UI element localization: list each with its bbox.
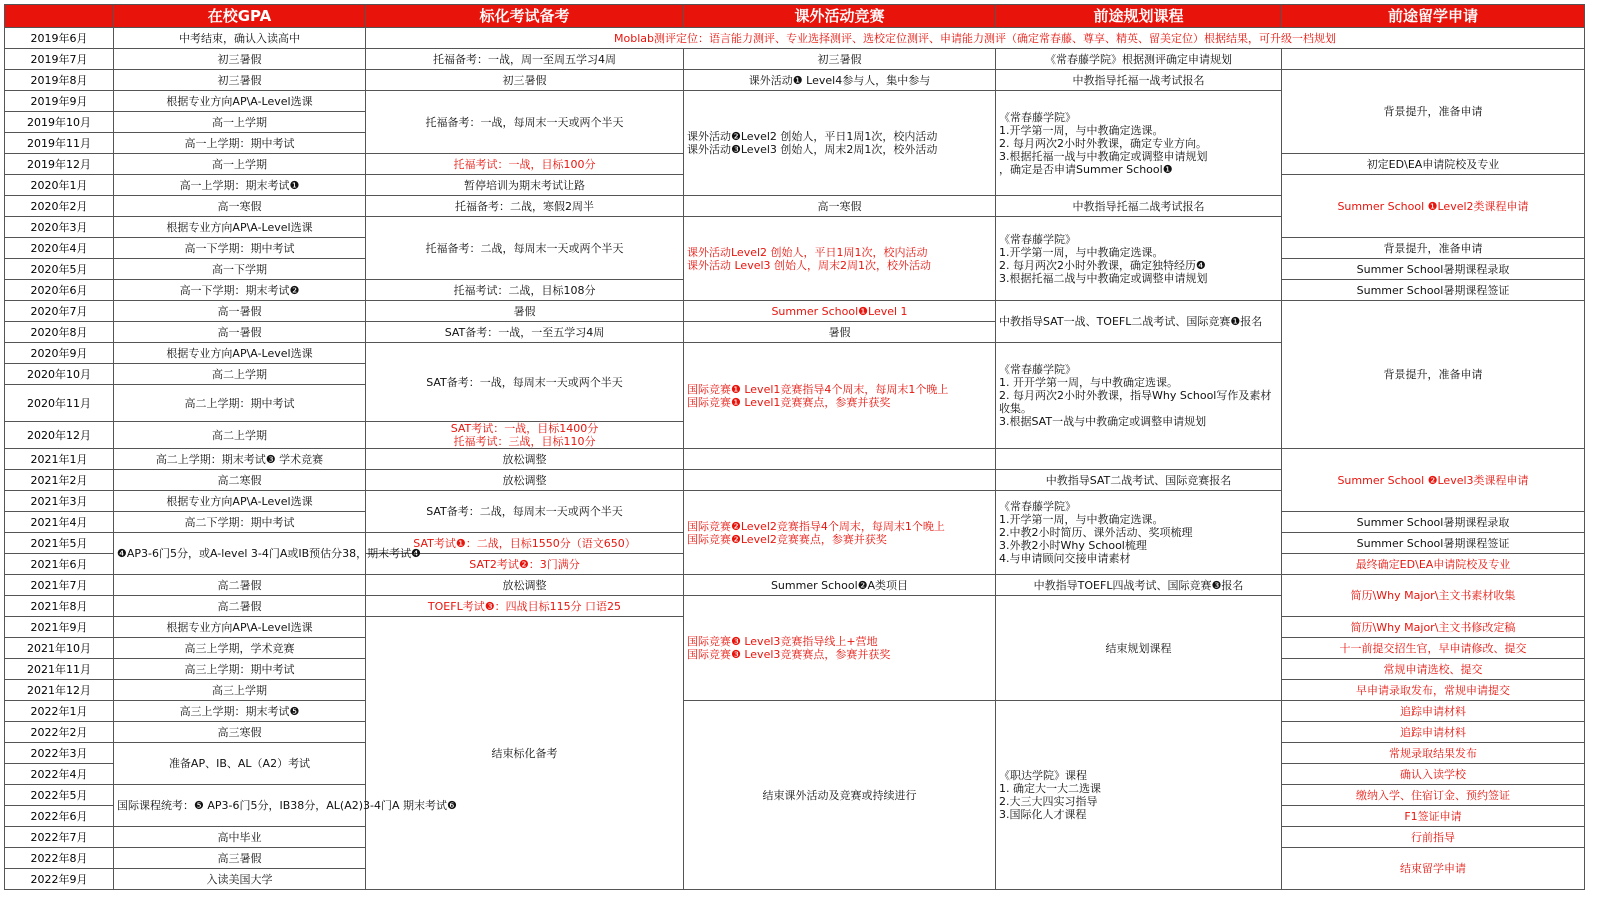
cell-text: 缴纳入学、住宿订金、预约签证 [1356, 788, 1510, 802]
timeline-cell [366, 596, 684, 617]
timeline-cell [366, 280, 684, 301]
cell-text: 高二寒假 [217, 473, 262, 487]
month-cell: 2022年8月 [5, 848, 114, 869]
timeline-cell [366, 154, 684, 175]
timeline-cell [366, 575, 684, 596]
timeline-cell [996, 575, 1282, 596]
timeline-cell [114, 743, 366, 785]
timeline-cell [114, 848, 366, 869]
timeline-cell [684, 470, 996, 491]
table-row [5, 301, 1585, 322]
timeline-cell [114, 364, 366, 385]
cell-text: 高二上学期：期末考试❸ 学术竞赛 [155, 452, 324, 466]
cell-text: 结束留学申请 [1400, 862, 1466, 875]
timeline-cell [114, 869, 366, 890]
month-cell: 2021年11月 [5, 659, 114, 680]
timeline-cell [1282, 175, 1585, 238]
timeline-table-wrapper [4, 4, 1585, 890]
timeline-cell [996, 301, 1282, 343]
cell-text: 《常春藤学院》 [999, 110, 1076, 124]
cell-text: 1. 开开学第一周，与中教确定选课。 [999, 376, 1178, 389]
cell-text: 高中毕业 [217, 830, 262, 844]
header-application: 前途留学申请 [1282, 5, 1585, 28]
cell-text: Moblab测评定位：语言能力测评、专业选择测评、选校定位测评、申请能力测评（确定常春藤、尊享、精英、留美定位）根据结果，可升级一档规划 [614, 31, 1336, 45]
timeline-cell [114, 422, 366, 449]
timeline-cell [114, 280, 366, 301]
month-cell: 2019年10月 [5, 112, 114, 133]
cell-text: 课外活动 Level3 创始人，周末2周1次，校外活动 [687, 258, 932, 272]
cell-text: 课外活动❶ Level4参与人，集中参与 [748, 73, 931, 87]
month-cell: 2021年6月 [5, 554, 114, 575]
timeline-cell [114, 196, 366, 217]
timeline-cell [1282, 848, 1585, 890]
cell-text: 《常春藤学院》 [999, 363, 1076, 376]
timeline-cell [114, 680, 366, 701]
cell-text: 中教指导SAT二战考试、国际竞赛报名 [1045, 473, 1232, 487]
timeline-cell [1282, 722, 1585, 743]
month-cell: 2019年8月 [5, 70, 114, 91]
timeline-cell [114, 28, 366, 49]
cell-text: 托福考试：二战，目标108分 [453, 283, 596, 297]
timeline-cell [114, 449, 366, 470]
month-cell: 2020年6月 [5, 280, 114, 301]
cell-text: SAT2考试❷：3门满分 [469, 557, 580, 571]
timeline-cell [684, 343, 996, 449]
timeline-cell [1282, 512, 1585, 533]
cell-text: 《常春藤学院》 [999, 232, 1076, 246]
month-cell: 2022年4月 [5, 764, 114, 785]
cell-text: 中教指导SAT一战、TOEFL二战考试、国际竞赛❶报名 [999, 315, 1263, 328]
month-cell: 2021年4月 [5, 512, 114, 533]
cell-text: 暑假 [828, 325, 851, 339]
table-row [5, 575, 1585, 596]
month-cell: 2021年7月 [5, 575, 114, 596]
cell-text: 确认入读学校 [1400, 767, 1466, 781]
cell-text: 根据专业方向AP\A-Level选课 [166, 220, 313, 234]
timeline-cell [684, 575, 996, 596]
cell-text: 简历\Why Major\主文书素材收集 [1350, 589, 1516, 602]
cell-text: 高三暑假 [217, 851, 262, 865]
cell-text: 高二下学期：期中考试 [184, 515, 295, 529]
month-cell: 2020年1月 [5, 175, 114, 196]
timeline-cell [1282, 49, 1585, 70]
cell-text: 最终确定ED\EA申请院校及专业 [1355, 557, 1511, 571]
timeline-cell [114, 91, 366, 112]
timeline-cell [684, 70, 996, 91]
timeline-cell [684, 701, 996, 890]
timeline-cell [996, 470, 1282, 491]
timeline-cell [114, 596, 366, 617]
cell-text: 常规录取结果发布 [1389, 746, 1477, 760]
timeline-cell [366, 217, 684, 280]
timeline-body [5, 28, 1585, 890]
cell-text: 背景提升，准备申请 [1383, 105, 1483, 118]
cell-text: 国际竞赛❶ Level1竞赛指导4个周末，每周末1个晚上 [687, 382, 949, 396]
cell-text: 高二暑假 [217, 599, 262, 613]
cell-text: 行前指导 [1411, 830, 1455, 844]
timeline-cell [366, 343, 684, 422]
month-cell: 2019年7月 [5, 49, 114, 70]
timeline-cell [684, 196, 996, 217]
timeline-cell [1282, 701, 1585, 722]
timeline-cell [684, 322, 996, 343]
cell-text: ❹AP3-6门5分，或A-level 3-4门A或IB预估分38，期末考试❹ [117, 547, 422, 560]
timeline-cell [366, 70, 684, 91]
timeline-cell [114, 112, 366, 133]
timeline-cell [114, 638, 366, 659]
cell-text: 早申请录取发布，常规申请提交 [1356, 683, 1510, 697]
month-cell: 2020年2月 [5, 196, 114, 217]
month-cell: 2020年4月 [5, 238, 114, 259]
timeline-cell [114, 659, 366, 680]
timeline-cell [114, 259, 366, 280]
header-standardized-tests: 标化考试备考 [366, 5, 684, 28]
timeline-cell [1282, 659, 1585, 680]
cell-text: 十一前提交招生官，早申请修改、提交 [1339, 641, 1527, 655]
cell-text: 高一下学期：期末考试❷ [179, 283, 300, 297]
cell-text: 高一下学期：期中考试 [184, 241, 295, 255]
month-cell: 2021年12月 [5, 680, 114, 701]
month-cell: 2022年1月 [5, 701, 114, 722]
cell-text: 结束标化备考 [491, 746, 558, 760]
cell-text: 初三暑假 [502, 73, 547, 87]
cell-text: SAT考试：一战，目标1400分 [450, 422, 599, 435]
cell-text: SAT考试❶：二战，目标1550分（语文650） [413, 536, 636, 550]
month-cell: 2021年10月 [5, 638, 114, 659]
cell-text: 常规申请选校、提交 [1383, 662, 1483, 676]
cell-text: 高二上学期：期中考试 [184, 396, 295, 410]
month-cell: 2020年5月 [5, 259, 114, 280]
cell-text: Summer School暑期课程录取 [1356, 262, 1510, 276]
timeline-cell [114, 701, 366, 722]
cell-text: 高一寒假 [817, 199, 862, 213]
cell-text: 2. 每月两次2小时外教课，确定独特经历❹ [999, 258, 1206, 272]
timeline-cell [114, 617, 366, 638]
timeline-cell [1282, 301, 1585, 449]
cell-text: 3.根据SAT一战与中教确定或调整申请规划 [999, 415, 1207, 428]
month-cell: 2021年5月 [5, 533, 114, 554]
cell-text: 放松调整 [502, 578, 547, 592]
cell-text: Summer School ❶Level2类课程申请 [1337, 199, 1529, 213]
cell-text: 3.根据托福二战与中教确定或调整申请规划 [999, 271, 1208, 285]
timeline-cell [114, 238, 366, 259]
timeline-cell [114, 470, 366, 491]
table-row [5, 701, 1585, 722]
cell-text: 高一上学期 [212, 115, 267, 129]
month-cell: 2022年7月 [5, 827, 114, 848]
timeline-cell [114, 385, 366, 422]
timeline-cell [114, 175, 366, 196]
header-row [5, 5, 1585, 28]
cell-text: 2. 每月两次2小时外教课，确定专业方向。 [999, 136, 1207, 150]
header-gpa: 在校GPA [114, 5, 366, 28]
cell-text: SAT备考：一战，每周末一天或两个半天 [426, 375, 623, 389]
timeline-cell [1282, 575, 1585, 617]
timeline-cell [996, 49, 1282, 70]
cell-text: F1签证申请 [1404, 809, 1462, 823]
table-row [5, 449, 1585, 470]
timeline-cell [114, 827, 366, 848]
header-month [5, 5, 114, 28]
timeline-cell [684, 449, 996, 470]
cell-text: 高一下学期 [212, 262, 267, 276]
cell-text: 3.外教2小时Why School梳理 [999, 539, 1147, 552]
cell-text: 高二上学期 [212, 428, 267, 442]
cell-text: 1.开学第一周，与中教确定选课。 [999, 245, 1164, 259]
cell-text: 高一上学期：期末考试❶ [179, 178, 300, 192]
cell-text: 初三暑假 [217, 73, 262, 87]
timeline-cell [366, 175, 684, 196]
month-cell: 2020年8月 [5, 322, 114, 343]
month-cell: 2020年9月 [5, 343, 114, 364]
cell-text: 国际竞赛❸ Level3竞赛指导线上+营地 [687, 635, 878, 648]
timeline-cell [366, 28, 1585, 49]
cell-text: 国际竞赛❷Level2竞赛指导4个周末，每周末1个晚上 [687, 519, 945, 533]
month-cell: 2021年8月 [5, 596, 114, 617]
cell-text: Summer School❷A类项目 [770, 578, 909, 592]
month-cell: 2022年5月 [5, 785, 114, 806]
timeline-cell [996, 491, 1282, 575]
cell-text: 1. 确定大一大二选课 [999, 782, 1101, 795]
cell-text: 托福备考：一战，周一至周五学习4周 [433, 52, 616, 66]
month-cell: 2021年3月 [5, 491, 114, 512]
cell-text: 《常春藤学院》 [999, 500, 1076, 513]
cell-text: 国际课程统考：❺ AP3-6门5分，IB38分，AL(A2)3-4门A 期末考试❻ [117, 799, 457, 812]
cell-text: 中教指导托福二战考试报名 [1072, 199, 1205, 213]
timeline-cell [684, 217, 996, 301]
timeline-cell [366, 196, 684, 217]
cell-text: 国际竞赛❸ Level3竞赛赛点，参赛并获奖 [687, 648, 891, 661]
cell-text: 托福考试：一战，目标100分 [453, 157, 596, 171]
cell-text: 高一寒假 [217, 199, 262, 213]
timeline-cell [114, 49, 366, 70]
cell-text: Summer School暑期课程录取 [1356, 515, 1510, 529]
cell-text: 高三寒假 [217, 725, 262, 739]
cell-text: 课外活动❷Level2 创始人，平日1周1次，校内活动 [687, 130, 938, 143]
timeline-cell [996, 343, 1282, 449]
timeline-cell [1282, 449, 1585, 512]
cell-text: 高二暑假 [217, 578, 262, 592]
cell-text: 根据专业方向AP\A-Level选课 [166, 620, 313, 634]
month-cell: 2022年2月 [5, 722, 114, 743]
cell-text: 初三暑假 [217, 52, 262, 66]
cell-text: TOEFL考试❸：四战目标115分 口语25 [427, 599, 622, 613]
timeline-cell [114, 133, 366, 154]
timeline-cell [996, 91, 1282, 196]
header-extracurricular: 课外活动竞赛 [684, 5, 996, 28]
cell-text: 追踪申请材料 [1400, 704, 1466, 718]
timeline-cell [366, 91, 684, 154]
timeline-cell [366, 617, 684, 890]
cell-text: 托福备考：一战，每周末一天或两个半天 [425, 115, 624, 129]
cell-text: 追踪申请材料 [1400, 725, 1466, 739]
cell-text: 3.国际化人才课程 [999, 808, 1087, 821]
month-cell: 2020年7月 [5, 301, 114, 322]
cell-text: 《职达学院》课程 [999, 769, 1087, 782]
cell-text: 初定ED\EA申请院校及专业 [1366, 157, 1500, 171]
cell-text: 《常春藤学院》根据测评确定申请规划 [1045, 52, 1232, 66]
cell-text: 高三上学期 [212, 683, 267, 697]
timeline-cell [1282, 154, 1585, 175]
timeline-cell [1282, 238, 1585, 259]
cell-text: Summer School暑期课程签证 [1356, 283, 1510, 297]
month-cell: 2020年10月 [5, 364, 114, 385]
cell-text: SAT备考：二战，每周末一天或两个半天 [426, 505, 623, 518]
cell-text: 高二上学期 [212, 367, 267, 381]
cell-text: 托福备考：二战，寒假2周半 [455, 199, 594, 213]
cell-text: 2.大三大四实习指导 [999, 795, 1098, 808]
timeline-cell [114, 512, 366, 533]
cell-text: 结束规划课程 [1105, 641, 1172, 655]
timeline-cell [114, 322, 366, 343]
table-row [5, 49, 1585, 70]
cell-text: 暑假 [513, 304, 536, 318]
cell-text: 高三上学期：期中考试 [184, 662, 295, 676]
timeline-cell [996, 196, 1282, 217]
timeline-cell [366, 49, 684, 70]
cell-text: 1.开学第一周，与中教确定选课。 [999, 123, 1164, 137]
timeline-cell [114, 575, 366, 596]
cell-text: 高三上学期：期末考试❺ [179, 704, 300, 718]
timeline-cell [1282, 680, 1585, 701]
timeline-cell [366, 322, 684, 343]
cell-text: 背景提升，准备申请 [1383, 368, 1483, 381]
cell-text: Summer School ❷Level3类课程申请 [1337, 473, 1529, 487]
month-cell: 2020年12月 [5, 422, 114, 449]
timeline-cell [996, 449, 1282, 470]
timeline-cell [1282, 764, 1585, 785]
cell-text: 放松调整 [502, 452, 547, 466]
timeline-cell [996, 596, 1282, 701]
month-cell: 2021年9月 [5, 617, 114, 638]
table-row [5, 70, 1585, 91]
month-cell: 2020年11月 [5, 385, 114, 422]
cell-text: 根据专业方向AP\A-Level选课 [166, 346, 313, 360]
timeline-cell [114, 154, 366, 175]
timeline-cell [1282, 259, 1585, 280]
month-cell: 2022年9月 [5, 869, 114, 890]
timeline-cell [996, 217, 1282, 301]
cell-text: 高一暑假 [217, 304, 262, 318]
timeline-cell [114, 217, 366, 238]
timeline-cell [114, 533, 422, 575]
timeline-cell [1282, 280, 1585, 301]
cell-text: 准备AP、IB、AL（A2）考试 [168, 757, 311, 770]
cell-text: SAT备考：一战，一至五学习4周 [444, 325, 605, 339]
month-cell: 2021年2月 [5, 470, 114, 491]
cell-text: 4.与申请顾问交接申请素材 [999, 552, 1131, 565]
cell-text: ，确定是否申请Summer School❶ [999, 162, 1173, 176]
cell-text: Summer School❶Level 1 [771, 304, 908, 318]
timeline-cell [1282, 785, 1585, 806]
cell-text: 2. 每月两次2小时外教课，指导Why School写作及素材收集。 [999, 389, 1272, 415]
timeline-cell [996, 701, 1282, 890]
cell-text: 结束课外活动及竞赛或持续进行 [762, 788, 917, 802]
timeline-cell [684, 49, 996, 70]
cell-text: 放松调整 [502, 473, 547, 487]
cell-text: 高一上学期 [212, 157, 267, 171]
cell-text: 2.中教2小时简历、课外活动、奖项梳理 [999, 526, 1193, 539]
cell-text: 简历\Why Major\主文书修改定稿 [1350, 620, 1516, 634]
month-cell: 2021年1月 [5, 449, 114, 470]
timeline-cell [114, 70, 366, 91]
cell-text: 1.开学第一周，与中教确定选课。 [999, 513, 1164, 526]
cell-text: 背景提升，准备申请 [1383, 241, 1483, 255]
cell-text: 中教指导托福一战考试报名 [1072, 73, 1205, 87]
cell-text: 高三上学期，学术竞赛 [184, 641, 295, 655]
month-cell: 2022年3月 [5, 743, 114, 764]
cell-text: 中教指导TOEFL四战考试、国际竞赛❸报名 [1033, 578, 1244, 592]
cell-text: 国际竞赛❶ Level1竞赛赛点，参赛并获奖 [687, 395, 891, 409]
cell-text: 入读美国大学 [206, 872, 273, 886]
timeline-cell [684, 596, 996, 701]
cell-text: 中考结束，确认入读高中 [179, 31, 300, 45]
month-cell: 2019年9月 [5, 91, 114, 112]
cell-text: 3.根据托福一战与中教确定或调整申请规划 [999, 149, 1208, 163]
timeline-cell [1282, 617, 1585, 638]
month-cell: 2019年6月 [5, 28, 114, 49]
timeline-cell [114, 301, 366, 322]
cell-text: 托福考试：三战，目标110分 [453, 435, 596, 448]
cell-text: 国际竞赛❷Level2竞赛赛点，参赛并获奖 [687, 532, 887, 546]
month-cell: 2019年12月 [5, 154, 114, 175]
cell-text: 根据专业方向AP\A-Level选课 [166, 94, 313, 108]
timeline-cell [114, 785, 457, 827]
cell-text: 托福备考：二战，每周末一天或两个半天 [425, 241, 624, 255]
timeline-cell [366, 301, 684, 322]
timeline-cell [1282, 806, 1585, 827]
timeline-cell [366, 491, 684, 533]
timeline-cell [684, 91, 996, 196]
timeline-cell [684, 301, 996, 322]
timeline-cell [366, 449, 684, 470]
study-abroad-timeline-table [4, 4, 1585, 890]
timeline-cell [1282, 554, 1585, 575]
month-cell: 2022年6月 [5, 806, 114, 827]
timeline-cell [114, 722, 366, 743]
timeline-cell [366, 470, 684, 491]
timeline-cell [114, 343, 366, 364]
cell-text: 课外活动❸Level3 创始人，周末2周1次，校外活动 [687, 143, 938, 156]
timeline-cell [1282, 827, 1585, 848]
cell-text: Summer School暑期课程签证 [1356, 536, 1510, 550]
cell-text: 高一上学期：期中考试 [184, 136, 295, 150]
cell-text: 初三暑假 [817, 52, 862, 66]
timeline-cell [996, 70, 1282, 91]
month-cell: 2020年3月 [5, 217, 114, 238]
cell-text: 课外活动Level2 创始人，平日1周1次，校内活动 [687, 245, 928, 259]
month-cell: 2019年11月 [5, 133, 114, 154]
timeline-cell [684, 491, 996, 575]
timeline-cell [366, 422, 684, 449]
cell-text: 高一暑假 [217, 325, 262, 339]
table-row [5, 28, 1585, 49]
timeline-cell [1282, 70, 1585, 154]
cell-text: 根据专业方向AP\A-Level选课 [166, 494, 313, 508]
header-planning-courses: 前途规划课程 [996, 5, 1282, 28]
timeline-cell [1282, 743, 1585, 764]
timeline-cell [114, 491, 366, 512]
cell-text: 暂停培训为期末考试让路 [464, 178, 585, 192]
timeline-cell [1282, 638, 1585, 659]
timeline-cell [1282, 533, 1585, 554]
